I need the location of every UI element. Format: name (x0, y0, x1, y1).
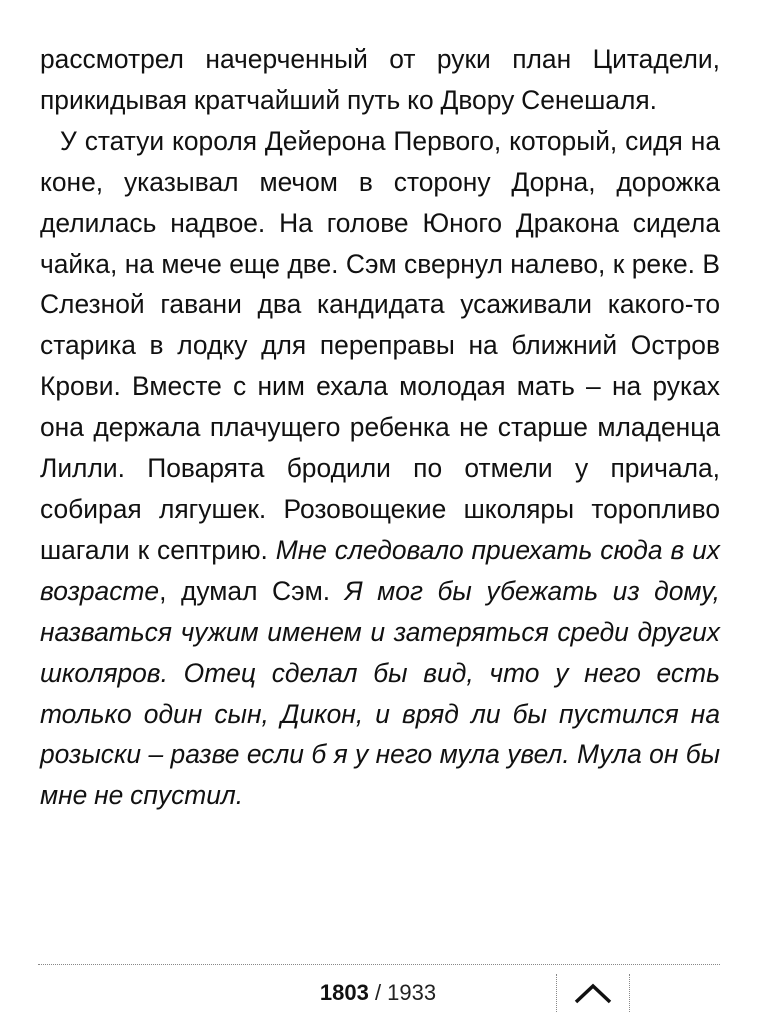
text-run: У статуи короля Дейерона Первого, который, сидя на коне, указывал мечом в сторону Дорна, дорожка делилась надвое. На голове Юного Дракона сидела чайка, на мече еще две. Сэм свернул налево, к реке. В Слезной гавани два кандидата усаживали какого-то старика в лодку для переправы на ближний Остров Крови. Вместе с ним ехала молодая мать – на руках она держала плачущего ребенка не старше младенца Лилли. Поварята бродили по отмели у причала, собирая лягушек. Розовощекие школяры торопливо шагали к септрию. (40, 125, 720, 565)
scroll-to-top-button[interactable] (556, 974, 630, 1012)
paragraph (40, 39, 720, 121)
text-run: , думал Сэм. (159, 575, 345, 606)
page-separator: / (368, 980, 388, 1005)
book-page-text (40, 39, 720, 816)
page-counter (200, 976, 556, 1010)
italic-text-run: Я мог бы убежать из дому, назваться чужим именем и затеряться среди других школяров. Отец сделал бы вид, что у него есть только один сын, Дикон, и вряд ли бы пустился на розыски – разве если б я у него мула увел. Мула он бы мне не спустил. (40, 575, 720, 811)
italic-text-run: Мне следовало приехать сюда в их возрасте (40, 534, 720, 606)
chevron-up-icon (573, 981, 613, 1005)
text-run: рассмотрел начерченный от руки план Цитадели, прикидывая кратчайший путь ко Двору Сенешаля. (40, 44, 720, 115)
current-page-number: 1803 (319, 980, 369, 1005)
total-pages: 1933 (387, 980, 437, 1005)
paragraph (40, 121, 720, 816)
footer-divider (38, 964, 720, 965)
